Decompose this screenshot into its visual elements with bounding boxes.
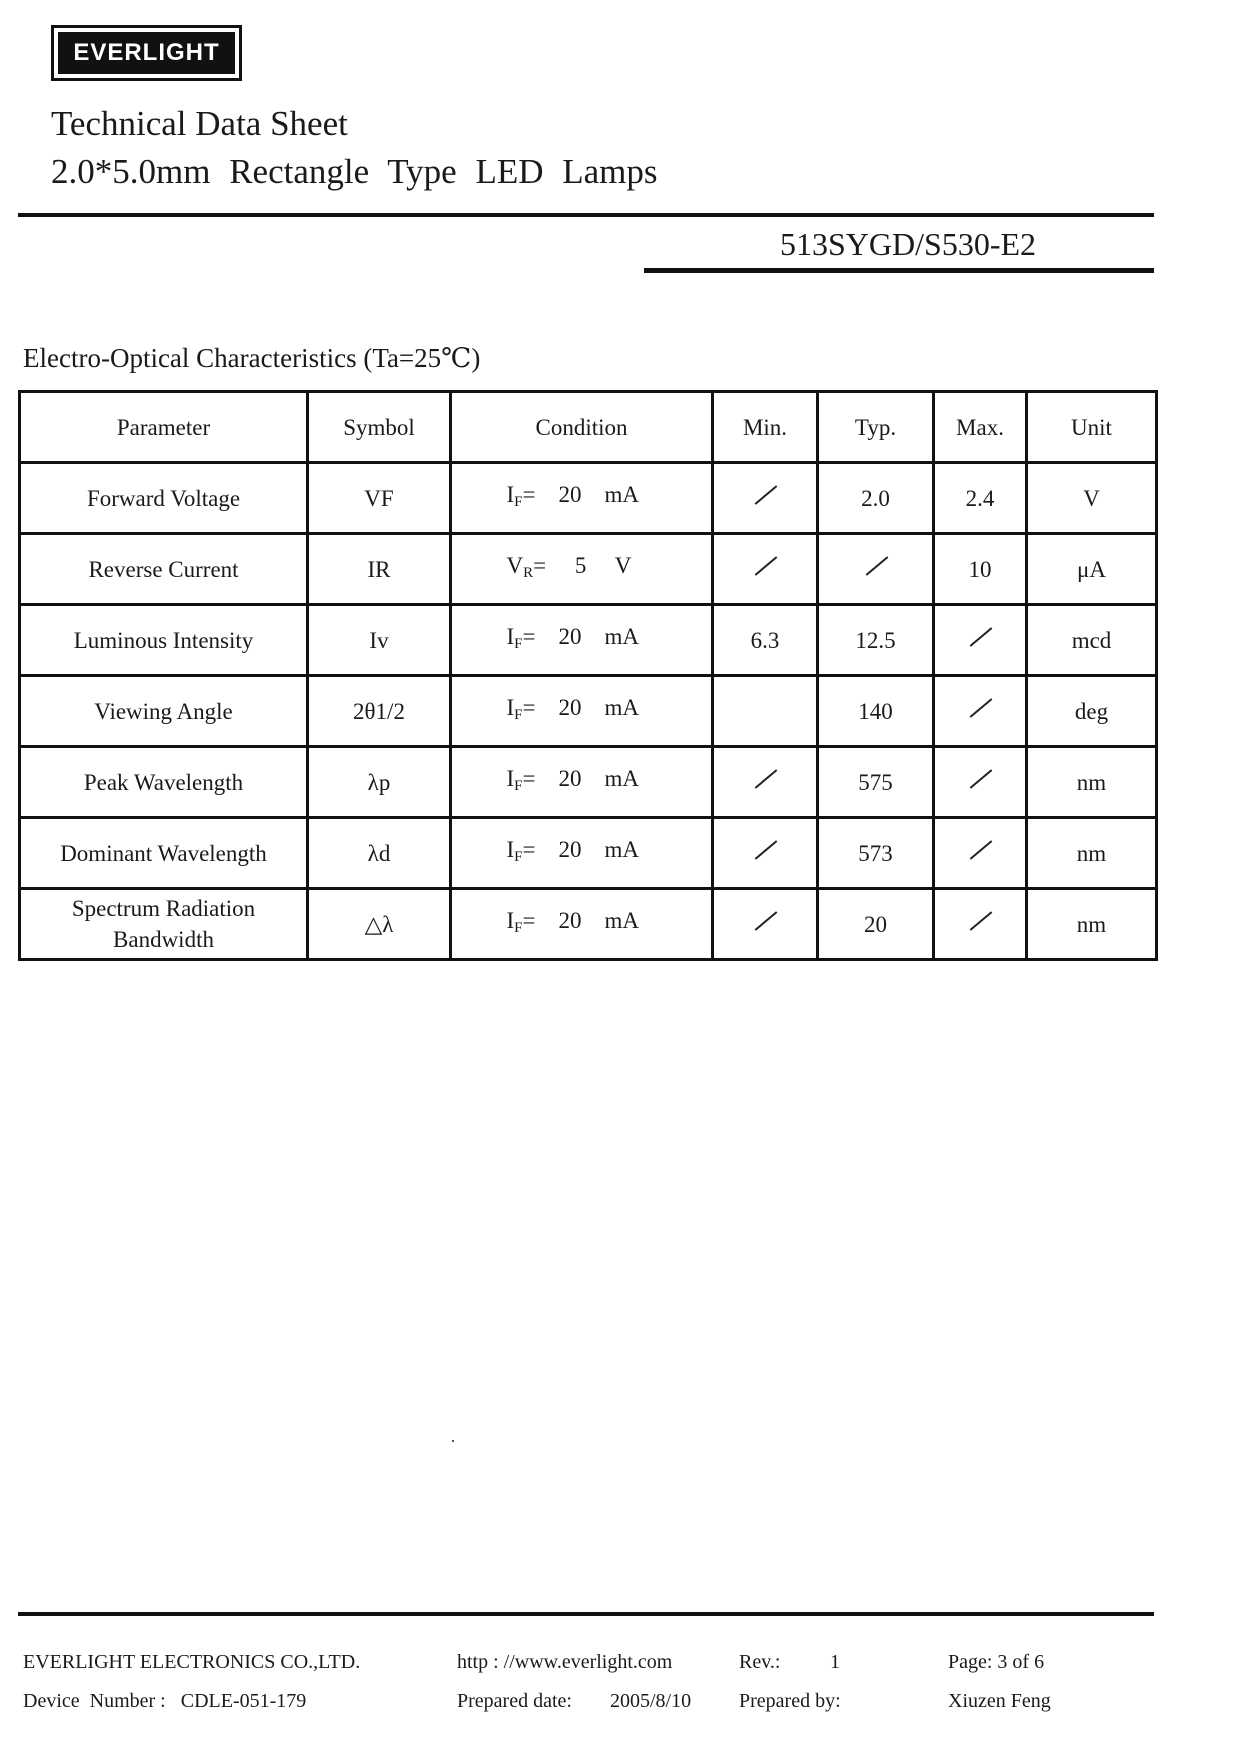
- condition-subscript: F: [514, 635, 523, 652]
- symbol-cell: 2θ1/2: [308, 676, 451, 747]
- max-cell: [934, 818, 1027, 889]
- condition-variable: I: [506, 836, 515, 862]
- condition-cell: [451, 605, 713, 676]
- table-row: [20, 605, 1157, 676]
- unit-cell: nm: [1027, 889, 1157, 960]
- condition-value: = 20 mA: [522, 694, 639, 720]
- max-value: [991, 909, 992, 910]
- footer-divider: [18, 1612, 1154, 1616]
- min-cell: [713, 747, 818, 818]
- condition-cell: [451, 747, 713, 818]
- max-cell: [934, 747, 1027, 818]
- parameter-cell: Luminous Intensity: [20, 605, 308, 676]
- footer-prepared-by-label: Prepared by:: [739, 1690, 841, 1712]
- column-header: Min.: [713, 392, 818, 463]
- symbol-cell: VF: [308, 463, 451, 534]
- condition-variable: I: [506, 765, 515, 791]
- footer-page-number: Page: 3 of 6: [948, 1651, 1045, 1673]
- parameter-cell: Spectrum Radiation Bandwidth: [20, 889, 308, 960]
- typ-cell: 140: [818, 676, 934, 747]
- max-cell: 2.4: [934, 463, 1027, 534]
- condition-subscript: F: [514, 919, 523, 936]
- symbol-cell: λd: [308, 818, 451, 889]
- table-row: [20, 889, 1157, 960]
- min-cell: [713, 463, 818, 534]
- typ-value: [887, 554, 888, 555]
- not-applicable-slash: [754, 484, 776, 506]
- footer-rev-label: Rev.:: [739, 1651, 781, 1673]
- condition-variable: I: [506, 694, 515, 720]
- unit-cell: nm: [1027, 818, 1157, 889]
- condition-text: [507, 905, 657, 944]
- condition-subscript: F: [514, 706, 523, 723]
- logo-text: EVERLIGHT: [58, 32, 235, 74]
- header-divider: [18, 213, 1154, 217]
- unit-cell: mcd: [1027, 605, 1157, 676]
- column-header: Max.: [934, 392, 1027, 463]
- min-cell: [713, 676, 818, 747]
- parameter-cell: Reverse Current: [20, 534, 308, 605]
- part-number-underline: [644, 268, 1154, 273]
- condition-text: [507, 621, 657, 660]
- not-applicable-slash: [969, 839, 991, 861]
- column-header: Typ.: [818, 392, 934, 463]
- column-header: Condition: [451, 392, 713, 463]
- everlight-logo: [51, 25, 242, 81]
- not-applicable-slash: [865, 555, 887, 577]
- footer-company: EVERLIGHT ELECTRONICS CO.,LTD.: [23, 1651, 361, 1673]
- min-cell: [713, 534, 818, 605]
- condition-cell: [451, 889, 713, 960]
- column-header: Unit: [1027, 392, 1157, 463]
- symbol-cell: IR: [308, 534, 451, 605]
- unit-cell: nm: [1027, 747, 1157, 818]
- parameter-cell: Forward Voltage: [20, 463, 308, 534]
- min-cell: [713, 889, 818, 960]
- typ-cell: 12.5: [818, 605, 934, 676]
- footer-prepared-by: Xiuzen Feng: [948, 1690, 1051, 1712]
- condition-subscript: F: [514, 848, 523, 865]
- max-cell: 10: [934, 534, 1027, 605]
- parameter-cell: Peak Wavelength: [20, 747, 308, 818]
- condition-cell: [451, 463, 713, 534]
- max-value: [991, 838, 992, 839]
- min-value: [776, 483, 777, 484]
- section-title: Electro-Optical Characteristics (Ta=25℃): [23, 343, 481, 373]
- not-applicable-slash: [969, 626, 991, 648]
- condition-variable: I: [506, 907, 515, 933]
- footer-device-number: Device Number : CDLE-051-179: [23, 1690, 307, 1712]
- condition-subscript: F: [514, 777, 523, 794]
- document-title: Technical Data Sheet: [51, 104, 348, 143]
- condition-text: [507, 550, 657, 589]
- condition-text: [507, 763, 657, 802]
- footer-rev-value: 1: [830, 1651, 840, 1673]
- not-applicable-slash: [754, 839, 776, 861]
- parameter-cell: Dominant Wavelength: [20, 818, 308, 889]
- table-header-row: [20, 392, 1157, 463]
- condition-value: = 20 mA: [522, 907, 639, 933]
- max-cell: [934, 676, 1027, 747]
- footer-prepared-date-label: Prepared date:: [457, 1690, 572, 1712]
- max-value: [991, 767, 992, 768]
- condition-subscript: F: [514, 493, 523, 510]
- table-row: [20, 463, 1157, 534]
- typ-cell: 575: [818, 747, 934, 818]
- condition-cell: [451, 818, 713, 889]
- condition-value: = 20 mA: [522, 765, 639, 791]
- typ-cell: 2.0: [818, 463, 934, 534]
- symbol-cell: Iv: [308, 605, 451, 676]
- condition-text: [507, 692, 657, 731]
- column-header: Parameter: [20, 392, 308, 463]
- unit-cell: V: [1027, 463, 1157, 534]
- condition-text: [507, 479, 657, 518]
- condition-variable: I: [506, 623, 515, 649]
- typ-cell: 20: [818, 889, 934, 960]
- stray-dot: [452, 1440, 454, 1442]
- max-value: [991, 625, 992, 626]
- condition-value: = 20 mA: [522, 836, 639, 862]
- table-row: [20, 818, 1157, 889]
- min-value: [776, 554, 777, 555]
- min-value: [776, 767, 777, 768]
- not-applicable-slash: [969, 910, 991, 932]
- condition-variable: V: [506, 552, 524, 578]
- not-applicable-slash: [754, 768, 776, 790]
- not-applicable-slash: [969, 768, 991, 790]
- max-value: [991, 696, 992, 697]
- not-applicable-slash: [969, 697, 991, 719]
- product-title: 2.0*5.0mm Rectangle Type LED Lamps: [51, 152, 658, 191]
- min-cell: [713, 818, 818, 889]
- footer-website: http : //www.everlight.com: [457, 1651, 673, 1673]
- condition-cell: [451, 676, 713, 747]
- not-applicable-slash: [754, 910, 776, 932]
- symbol-cell: λp: [308, 747, 451, 818]
- min-value: [776, 909, 777, 910]
- table-row: [20, 747, 1157, 818]
- unit-cell: μA: [1027, 534, 1157, 605]
- table-row: [20, 676, 1157, 747]
- not-applicable-slash: [754, 555, 776, 577]
- condition-variable: I: [506, 481, 515, 507]
- min-value: [776, 838, 777, 839]
- unit-cell: deg: [1027, 676, 1157, 747]
- condition-subscript: R: [523, 564, 534, 581]
- typ-cell: 573: [818, 818, 934, 889]
- footer-prepared-date: 2005/8/10: [610, 1690, 692, 1712]
- max-cell: [934, 889, 1027, 960]
- column-header: Symbol: [308, 392, 451, 463]
- part-number: 513SYGD/S530-E2: [780, 226, 1037, 262]
- condition-value: = 20 mA: [522, 481, 639, 507]
- condition-value: = 20 mA: [522, 623, 639, 649]
- condition-cell: [451, 534, 713, 605]
- table-row: [20, 534, 1157, 605]
- condition-value: = 5 V: [533, 552, 632, 578]
- condition-text: [507, 834, 657, 873]
- symbol-cell: △λ: [308, 889, 451, 960]
- electro-optical-table: [18, 390, 1158, 961]
- max-cell: [934, 605, 1027, 676]
- min-cell: 6.3: [713, 605, 818, 676]
- typ-cell: [818, 534, 934, 605]
- parameter-cell: Viewing Angle: [20, 676, 308, 747]
